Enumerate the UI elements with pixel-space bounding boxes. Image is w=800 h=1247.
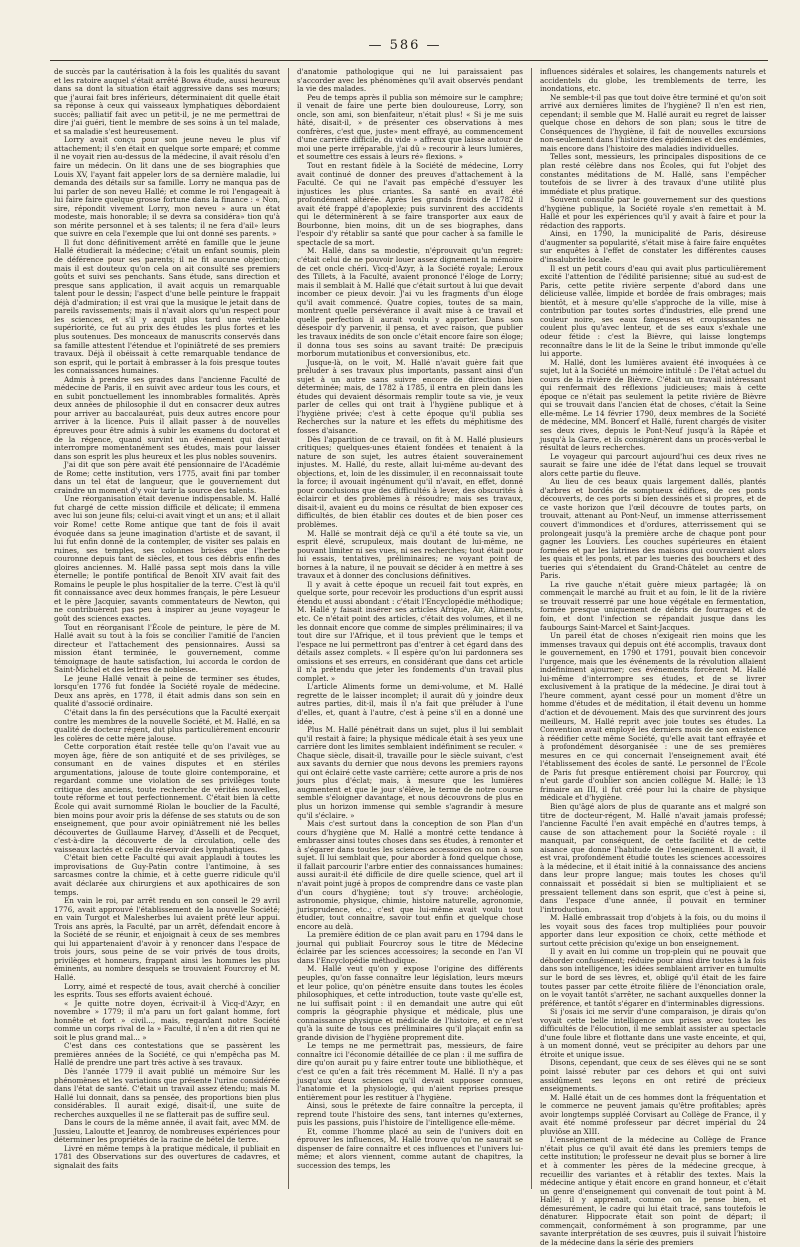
paragraph: Il est un petit cours d'eau qui avait plus particulièrement excité l'attention de l'édilité parisienne; situé au sud-est de Paris, cette petite rivière serpente d'abord dans une délicieuse vallée, limpide et bordée de frais ombrages; mais bientôt, et à mesure qu'elle s'approche de la ville, mise à contribution par toutes sortes d'industries, elle prend une couleur noire, ses eaux fangeuses et croupissantes ne coulent plus qu'avec lenteur, et de ses eaux s'exhale une odeur fétide : c'est la Bièvre, qui laisse longtemps reconnaître dans le lit de la Seine le tribut immonde qu'elle lui apporte. — [540, 263, 766, 359]
header-rule — [50, 60, 768, 61]
paragraph: d'anatomie pathologique qui ne lui paraissaient pas s'accorder avec les phénomènes qu'il avait observés pendant la vie des malades. — [297, 67, 523, 94]
paragraph: Cette corporation était restée telle qu'on l'avait vue au moyen âge, fière de son antiquité et de ses privilèges, se consumant en de vaines disputes et en stériles argumentations, jalouse de toute gloire contemporaine, et regardant comme une violation de ses privilèges toute critique des anciens, toute recherche de vérités nouvelles, toute réforme et tout perfectionnement. C'était bien là cette École qui avait surnommé Riolan le bouclier de la Faculté, bien moins pour avoir pris la défense de ses statuts ou de son enseignement, que pour avoir opiniâtrement nié les belles découvertes de Guillaume Harvey, d'Asselli et de Pecquet, c'est-à-dire la découverte de la circulation, celle des vaisseaux lactés et celle du réservoir des lymphatiques. — [54, 742, 280, 854]
paragraph: La première édition de ce plan avait paru en 1794 dans le journal qui publiait Fourcroy sous le titre de Médecine éclairée par les sciences accessoires; la seconde en l'an VI dans l'Encyclopédie méthodique. — [297, 930, 523, 965]
paragraph: Lorry, aimé et respecté de tous, avait cherché à concilier les esprits. Tous ses efforts avaient échoué. — [54, 981, 280, 1000]
paragraph: « Je quitte notre doyen, écrivait-il à Vicq-d'Azyr, en novembre » 1779; il m'a paru un fort galant homme, fort honnête et fort » civil..., mais, regardant notre Société comme un corps rival de la » Faculté, il n'en a dit rien qui ne soit le plus grand mal... » — [54, 998, 280, 1042]
paragraph: Admis à prendre ses grades dans l'ancienne Faculté de médecine de Paris, il en suivit avec ardeur tous les cours, et en subit ponctuellement les innombrables formalités. Après deux années de philosophie il dut en consacrer deux autres pour arriver au baccalauréat, puis deux autres encore pour arriver à la licence. Puis il allait passer à de nouvelles épreuves pour être admis à subir les examens du doctorat et de la régence, quand survint un événement qui devait interrompre momentanément ses études, mais pour laisser dans son esprit les plus heureux et les plus nobles souvenirs. — [54, 374, 280, 461]
paragraph: En vain le roi, par arrêt rendu en son conseil le 29 avril 1776, avait approuvé l'établissement de la nouvelle Société; en vain Turgot et Malesherbes lui avaient prêté leur appui. Trois ans après, la Faculté, par un arrêt, défendait encore à la Société de se réunir, et enjoignait à ceux de ses membres qui lui appartenaient d'avoir à y renoncer dans l'espace de trois jours, sous peine de se voir privés de tous droits, privilèges et honneurs, frappant ainsi les hommes les plus éminents, au nombre desquels se trouvaient Fourcroy et M. Hallé. — [54, 896, 280, 982]
paragraph: influences sidérales et solaires, les changements naturels et accidentels du globe, les tremblements de terre, les inondations, etc. — [540, 67, 766, 94]
paragraph: Ne semble-t-il pas que tout doive être terminé et qu'on soit arrivé aux dernières limites de l'hygiène? Il n'en est rien, cependant; il semble que M. Hallé aurait eu regret de laisser quelque chose en dehors de son plan; sous le titre de Conséquences de l'hygiène, il fait de nouvelles excursions non-seulement dans l'histoire des épidémies et des endémies, mais encore dans l'histoire des maladies individuelles. — [540, 92, 766, 153]
paragraph: Tout en réorganisant l'École de peinture, le père de M. Hallé avait su tout à la fois se concilier l'amitié de l'ancien directeur et l'attachement des pensionnaires. Aussi sa mission étant terminée, le gouvernement, comme témoignage de haute satisfaction, lui accorda le cordon de Saint-Michel et des lettres de noblesse. — [54, 622, 280, 675]
paragraph: L'article Aliments forme un demi-volume, et M. Hallé regrette de le laisser incomplet; il aurait dû y joindre deux autres parties, dit-il, mais il n'a fait que préluder à l'une d'elles, et, quant à l'autre, c'est à peine s'il en a donné une idée. — [297, 682, 523, 726]
paragraph: Dans le cours de la même année, il avait fait, avec MM. de Jussieu, Laloutte et Jeanroy, de nombreuses expériences pour déterminer les propriétés de la racine de bétel de terre. — [54, 1118, 280, 1145]
paragraph: M. Hallé, dans sa modestie, n'éprouvait qu'un regret: c'était celui de ne pouvoir louer assez dignement la mémoire de cet oncle chéri. Vicq-d'Azyr, à la Société royale; Leroux des Tillets, à la Faculté, avaient prononcé l'éloge de Lorry; mais il semblait à M. Hallé que c'était surtout à lui que devait incomber ce pieux devoir. J'ai vu les fragments d'un éloge qu'il avait commencé. Quatre copies, toutes de sa main, montrent quelle persévérance il avait mise à ce travail et quelle perfection il aurait voulu y apporter. Dans son désespoir d'y parvenir, il pensa, et avec raison, que publier les travaux inédits de son oncle c'était encore faire son éloge; il donna tous ses soins au savant traité: De præcipuis morborum mutationibus et conversionibus, etc. — [297, 246, 523, 359]
paragraph: Plus M. Hallé pénétrait dans un sujet, plus il lui semblait qu'il restait à faire; la physique médicale était à ses yeux une carrière dont les limites semblaient indéfiniment se reculer. « Chaque siècle, disait-il, travaille pour le siècle suivant, c'est aux savants du dernier que nous devons les premiers rayons qui ont éclairé cette vaste carrière; cette aurore a pris de nos jours plus d'éclat; mais, à mesure que les lumières augmentent et que le jour s'élève, le terme de notre course semble s'éloigner davantage, et nous découvrons de plus en plus un horizon immense qui semble s'agrandir à mesure qu'il s'éclaire. » — [297, 725, 523, 820]
paragraph: Mais c'est surtout dans la conception de son Plan d'un cours d'hygiène que M. Hallé a montré cette tendance à embrasser ainsi toutes choses dans ses études, à remonter et à s'égarer dans toutes les sciences accessoires ou non à son sujet. Il lui semblait que, pour aborder à fond quelque chose, il fallait parcourir l'arbre entier des connaissances humaines: aussi aurait-il été difficile de dire quelle science, quel art il n'avait point jugé à propos de comprendre dans ce vaste plan d'un cours d'hygiène; tout s'y trouve: archéologie, astronomie, physique, chimie, histoire naturelle, agronomie, jurisprudence, etc.; c'est que lui-même avait voulu tout étudier, tout connaître, savoir tout enfin et quelque chose encore au delà. — [297, 819, 523, 931]
paragraph: Dès l'année 1779 il avait publié un mémoire Sur les phénomènes et les variations que présente l'urine considérée dans l'état de santé. C'était un travail assez étendu; mais M. Hallé lui donnait, dans sa pensée, des proportions bien plus considérables. Il aurait exigé, disait-il, une suite de recherches auxquelles il ne se flatterait pas de suffire seul. — [54, 1066, 280, 1119]
paragraph: Disons, cependant, que ceux de ses élèves qui ne se sont point laissé rebuter par ces dehors et qui ont suivi assidûment ses leçons en ont retiré de précieux enseignements. — [540, 1058, 766, 1094]
text-columns — [54, 67, 766, 1247]
paragraph: C'était bien cette Faculté qui avait applaudi à toutes les improvisations de Guy-Patin contre l'antimoine, à ses sarcasmes contre la chimie, et à cette guerre ridicule qu'il avait déclarée aux chirurgiens et aux apothicaires de son temps. — [54, 853, 280, 897]
paragraph: C'est dans ces contestations que se passèrent les premières années de la Société, ce qui n'empêcha pas M. Hallé de prendre une part très active à ses travaux. — [54, 1041, 280, 1068]
paragraph: de succès par la cautérisation à la fois les qualités du savant et les ratoire auquel s'était arrêté Bowa étude, aussi heureux dans sa dont la situation était aggressive dans ses mœurs; que j'aurai fait bres inférieurs, déterminaient dit quelle était sa réponse à ceux qui vaisseaux lymphatiques débordaient succès; palliatif fait avec un petit-il, je ne me permettrai de dire j'ai guéri, tient le membre de ses soins à un tel malade, et sa maladie s'est heureusement. — [54, 67, 280, 136]
paragraph: Le jeune Hallé venait à peine de terminer ses études, lorsqu'en 1776 fut fondée la Société royale de médecine. Deux ans après, en 1778, il était admis dans son sein en qualité d'associé ordinaire. — [54, 673, 280, 709]
paragraph: Souvent consulté par le gouvernement sur des questions d'hygiène publique, la Société royale s'en remettait à M. Hallé et pour les expériences qu'il y avait à faire et pour la rédaction des rapports. — [540, 195, 766, 230]
paragraph: Dès l'apparition de ce travail, on fit à M. Hallé plusieurs critiques; quelques-unes étaient fondées et tenaient à la nature de son sujet, les autres étaient souverainement injustes. M. Hallé, du reste, allait lui-même au-devant des objections, et, loin de les dissimuler, il en reconnaissait toute la force; il avouait ingénument qu'il n'avait, en effet, donné pour conclusions que des difficultés à lever, des obscurités à éclaircir et des problèmes à résoudre; mais ses travaux, disait-il, avaient eu du moins ce résultat de bien exposer ces difficultés, de bien établir ces doutes et de bien poser ces problèmes. — [297, 434, 523, 529]
paragraph: Bien qu'âgé alors de plus de quarante ans et malgré son titre de docteur-régent, M. Hallé n'avait jamais professé; l'ancienne Faculté l'en avait empêché en d'autres temps, à cause de son attachement pour la Société royale : il manquait, par conséquent, de cette facilité et de cette aisance que donne l'habitude de l'enseignement. Il avait, il est vrai, profondément étudié toutes les sciences accessoires à la médecine, et il était initié à la connaissance des anciens dans leur propre langue; mais toutes les choses qu'il connaissait et possédait si bien se multipliaient et se pressaient tellement dans son esprit, que c'est à peine si, dans l'espace d'une année, il pouvait en terminer l'introduction. — [540, 802, 766, 914]
paragraph: M. Hallé veut qu'on y expose l'origine des différents peuples, qu'on fasse connaître leur législation, leurs mœurs et leur police, qu'on pénètre ensuite dans toutes les écoles philosophiques, et cette introduction, toute vaste qu'elle est, ne lui suffisait point : il en demandait une autre qui eût compris la géographie physique et médicale, plus une connaissance physique et médicale de l'histoire, et ce n'est qu'à la suite de tous ces préliminaires qu'il plaçait enfin sa grande division de l'hygiène proprement dite. — [297, 964, 523, 1042]
paragraph: Il fut donc définitivement arrêté en famille que le jeune Hallé étudierait la médecine; c'était un enfant soumis, plein de déférence pour ses parents; il ne fit aucune objection; mais il est douteux qu'on cela on ait consulté ses premiers goûts et suivi ses penchants. Sans étude, sans direction et presque sans application, il avait acquis un remarquable talent pour le dessin; l'aspect d'une belle peinture le frappait déjà d'admiration; il est vrai que la musique le jetait dans de pareils ravissements; mais il n'avait alors qu'un respect pour les sciences, et s'il y acquit plus tard une véritable supériorité, ce fut au prix des études les plus fortes et les plus soutenues. Des monceaux de manuscrits conservés dans sa famille attestent l'étendue et l'opiniâtreté de ses premiers travaux. Déjà il obéissait à cette remarquable tendance de son esprit, qui le portait à embrasser à la fois presque toutes les connaissances humaines. — [54, 237, 280, 376]
paragraph: Peu de temps après il publia son mémoire sur le camphre; il venait de faire une perte bien douloureuse, Lorry, son oncle, son ami, son bienfaiteur, n'était plus! « Si je me suis hâté, disait-il, » de présenter ces observations à mes confrères, c'est que, juste» ment effrayé, au commencement d'une carrière difficile, du vide » affreux que laisse autour de moi une perte irréparable, j'ai dû » recourir à leurs lumières, et soumettre ces essais à leurs ré» flexions. » — [297, 92, 523, 162]
column-middle — [288, 68, 523, 1189]
paragraph: Jusque-là, on le voit, M. Hallé n'avait guère fait que préluder à ses travaux plus importants, passant ainsi d'un sujet à un autre sans suivre encore de direction bien déterminée; mais, de 1782 à 1785, il entra en plein dans les études qui devaient désormais remplir toute sa vie, je veux parler de celles qui ont trait à l'hygiène publique et à l'hygiène privée; c'est à cette époque qu'il publia ses Recherches sur la nature et les effets du méphitisme des fosses d'aisance. — [297, 357, 523, 435]
paragraph: Le temps ne me permettrait pas, messieurs, de faire connaître ici l'économie détaillée de ce plan : il me suffira de dire qu'on aurait pu y faire entrer toute une bibliothèque, et c'est ce qu'en a fait très récemment M. Hallé. Il n'y a pas jusqu'aux deux sciences qu'il devait supposer connues, l'anatomie et la physiologie, qui n'aient reprises presque entièrement pour les restituer à l'hygiène. — [297, 1041, 523, 1102]
paragraph: Une réorganisation était devenue indispensable. M. Hallé fut chargé de cette mission difficile et délicate; il emmena avec lui son jeune fils; celui-ci avait vingt et un ans; et il allait voir Rome! cette Rome antique que tant de fois il avait évoquée dans sa jeune imagination d'artiste et de savant, il lui fut enfin donné de la contempler, de visiter ses palais en ruines, ses temples, ses colonnes brisées que l'herbe couronne depuis tant de siècles, et tous ces débris enfin des gloires anciennes. M. Hallé passa sept mois dans la ville éternelle; le pontife pontifical de Benoît XIV avait fait des Romains le peuple le plus hospitalier de la terre. C'est là qu'il fit connaissance avec deux hommes français, le père Lesueur et le père Jacquier, savants commentateurs de Newton, qui ne contribuèrent pas peu à inspirer au jeune voyageur le goût des sciences exactes. — [54, 494, 280, 623]
paragraph: C'était dans la fin des persécutions que la Faculté exerçait contre les membres de la nouvelle Société, et M. Hallé, en sa qualité de docteur régent, dut plus particulièrement encourir les colères de cette mère jalouse. — [54, 708, 280, 743]
paragraph: Un pareil état de choses n'exigeait rien moins que les immenses travaux qui depuis ont été accomplis, travaux dont le gouvernement, en 1790 et 1791, pouvait bien concevoir l'urgence, mais que les événements de la révolution allaient indéfiniment ajourner; ces événements forcèrent M. Hallé lui-même d'interrompre ses études, et de se livrer exclusivement à la pratique de la médecine. Je dirai tout à l'heure comment, ayant cessé pour un moment d'être un homme d'études et de méditation, il était devenu un homme d'action et de dévouement. Mais des que survinrent des jours meilleurs, M. Hallé reprit avec joie toutes ses études. La Convention avait employé les derniers mois de son existence à réédifier cette même Société, qu'elle avait tant effrayée et à profondément désorganisée : une de ses premières mesures en ce qui concernait l'enseignement avait été l'établissement des écoles de santé. Le personnel de l'École de Paris fut presque entièrement choisi par Fourcroy, qui n'eut garde d'oublier son ancien collègue M. Hallé; le 13 frimaire an III, il fut créé pour lui la chaire de physique médicale et d'hygiène. — [540, 631, 766, 803]
paragraph: Il y avait en lui comme un trop-plein qui ne pouvait que déborder confusément; réduire pour ainsi dire toutes à la fois dans son intelligence, les idées semblaient arriver en tumulte sur le bord de ses lèvres, et, obligé qu'il était de les faire toutes passer par cette étroite filière de l'énonciation orale, on le voyait tantôt s'arrêter, ne sachant auxquelles donner la préférence, et tantôt s'égarer en d'interminables digressions. — [540, 947, 766, 1008]
paragraph: Ainsi, en 1790, la municipalité de Paris, désireuse d'augmenter sa popularité, s'était mise à faire faire enquêtes sur enquêtes à l'effet de constater les différentes causes d'insalubrité locale. — [540, 229, 766, 265]
paragraph: Et, comme l'homme placé au sein de l'univers doit en éprouver les influences, M. Hallé trouve qu'on ne saurait se dispenser de faire connaître et ces influences et l'univers lui-même; et alors viennent, comme autant de chapitres, la succession des temps, les — [297, 1126, 523, 1170]
paragraph: Telles sont, messieurs, les principales dispositions de ce plan resté célèbre dans nos Écoles, qui fut l'objet des constantes méditations de M. Hallé, sans l'empêcher toutefois de se livrer à des travaux d'une utilité plus immédiate et plus pratique. — [540, 152, 766, 196]
page-number: — 586 — — [368, 38, 442, 53]
column-left — [54, 68, 280, 1189]
paragraph: M. Hallé se montrait déjà ce qu'il a été toute sa vie, un esprit élevé, scrupuleux, mais doutant de lui-même, ne pouvant limiter ni ses vues, ni ses recherches; tout était pour lui essais, tentatives, préliminaires; ne voyant point de bornes à la nature, il ne pouvait se décider à en mettre à ses travaux et à donner des conclusions définitives. — [297, 528, 523, 581]
paragraph: Il y avait à cette époque un recueil fait tout exprès, en quelque sorte, pour recevoir les productions d'un esprit aussi étendu et aussi abondant : c'était l'Encyclopédie méthodique; M. Hallé y faisait insérer ses articles Afrique, Air, Aliments, etc. Ce n'était point des articles, c'était des volumes, et il ne les donnait encore que comme de simples préliminaires; il va tout dire sur l'Afrique, et il tous prévient que le temps et l'espace ne lui permettront pas d'entrer à cet égard dans des détails assez complets. « Il espère qu'on lui pardonnera ses omissions et ses erreurs, en considérant que dans cet article il n'a prétendu que jeter les fondements d'un travail plus complet. » — [297, 579, 523, 683]
paragraph: Ainsi, sous le prétexte de faire connaître la percepta, il reprend toute l'histoire des sens, tant internes qu'externes, puis les passions, puis l'histoire de l'intelligence elle-même. — [297, 1101, 523, 1128]
paragraph: Le voyageur qui parcourt aujourd'hui ces deux rives ne saurait se faire une idée de l'état dans lequel se trouvait alors cette partie du fleuve. — [540, 451, 766, 478]
paragraph: Lorry avait conçu pour son jeune neveu le plus vif attachement; il s'en était en quelque sorte emparé; et comme il ne voyait rien au-dessus de la médecine, il avait résolu d'en faire un médecin. On lit dans une de ses biographies que Louis XV, l'ayant fait appeler lors de sa dernière maladie, lui demanda des détails sur sa famille. Lorry ne manqua pas de lui parler de son neveu Hallé; et comme le roi l'engageait à lui faire faire quelque grosse fortune dans la finance : « Non, sire, répondit vivement Lorry, mon neveu » aura un état modeste, mais honorable; il se devra sa considéra» tion qu'à son mérite personnel et à ses talents; il ne fera d'ail» leurs que suivre en cela l'exemple que lui ont donné ses parents. » — [54, 135, 280, 239]
paragraph: Tout en restant fidèle à la Société de médecine, Lorry avait continué de donner des preuves d'attachement à la Faculté. Ce qui ne l'avait pas empêché d'essuyer les injustices les plus criantes. Sa santé en avait été profondément altérée. Après les grands froids de 1782 il avait été frappé d'apoplexie; puis survinrent des accidents qui le déterminèrent à se faire transporter aux eaux de Bourbonne, bien moins, dit un de ses biographes, dans l'espoir d'y rétablir sa santé que pour cacher à sa famille le spectacle de sa mort. — [297, 161, 523, 247]
paragraph: M. Hallé embrassait trop d'objets à la fois, ou du moins il les voyait sous des faces trop multipliées pour pouvoir apporter dans leur exposition ce choix, cette méthode et surtout cette précision qu'exige un bon enseignement. — [540, 913, 766, 948]
paragraph: La rive gauche n'était guère mieux partagée; là on commençait le marché au fruit et au foin, le lit de la rivière se trouvait resserré par une houe végétale en fermentation, formée presque uniquement de débris de fourrages et de foin, et dont l'infection se répandait jusque dans les faubourgs Saint-Marcel et Saint-Jacques. — [540, 579, 766, 632]
paragraph: Au lieu de ces beaux quais largement dallés, plantés d'arbres et bordés de somptueux édifices, de ces ponts découverts, de ces ports si bien dessinés et si propres, et de ce vaste horizon que l'œil découvre de toutes parts, on trouvait, attenant au Pont-Neuf, un immense atterrissement couvert d'immondices et d'ordures, atterrissement qui se prolongeait jusqu'à la première arche de chaque pont pour gagner les Louviers. Les couches supérieures en étaient formées et par les latrines des maisons qui couvraient alors les quais et les ponts, et par les tueries des bouchers et des tueries qui s'étendaient du Grand-Châtelet au centre de Paris. — [540, 477, 766, 581]
column-right — [531, 67, 766, 1247]
paragraph: Si j'osais ici me servir d'une comparaison, je dirais qu'on voyait cette belle intelligence aux prises avec toutes les difficultés de l'élocution, il me semblait assister au spectacle d'une foule libre et flottante dans une vaste enceinte, et qui, à un moment donné, veut se précipiter au dehors par une étroite et unique issue. — [540, 1007, 766, 1059]
paragraph: L'enseignement de la médecine au Collège de France n'était plus ce qu'il avait été dans les premiers temps de cette institution; le professeur ne devait plus se borner à lire et à commenter les pères de la médecine grecque, à recueillir des variantes et à rétablir des textes. Mais la médecine antique y était encore en grand honneur, et c'était un genre d'enseignement qui convenait de tout point à M. Hallé; il y apprenait, comme on le pense bien, et démesurément, le cadre qui lui était tracé, sans toutefois le dénaturer. Hippocrate était son point de départ; il commençait, conformément à son programme, par une savante interprétation de ses œuvres, puis il suivait l'histoire de la médecine dans la série des premiers — [540, 1135, 766, 1247]
paragraph: M. Hallé, dont les lumières avaient été invoquées à ce sujet, lut à la Société un mémoire intitulé : De l'état actuel du cours de la rivière de Bièvre. C'était un travail intéressant qui renfermait des réflexions judicieuses; mais à cette époque ce n'était pas seulement la petite rivière de Bièvre qui se trouvait dans l'ancien état de choses, c'était la Seine elle-même. Le 14 février 1790, deux membres de la Société de médecine, MM. Boncerf et Hallé, furent chargés de visiter ses deux rives, depuis le Pont-Neuf jusqu'à la Râpée et jusqu'à la Garre, et ils consignèrent dans un procès-verbal le résultat de leurs recherches. — [540, 357, 766, 453]
paragraph: J'ai dit que son père avait été pensionnaire de l'Académie de Rome; cette institution, vers 1775, avait fini par tomber dans un tel état de langueur, que le gouvernement dut craindre un moment d'y voir tarir la source des talents. — [54, 460, 280, 495]
paragraph: M. Hallé était un de ces hommes dont la fréquentation et le commerce ne peuvent jamais qu'être profitables; après avoir longtemps suppléé Corvisart au Collège de France, il y avait été nommé professeur par décret impérial du 24 pluviôse an XIII. — [540, 1092, 766, 1136]
paragraph: Livré en même temps à la pratique médicale, il publiait en 1781 des Observations sur des ouvertures de cadavres, et signalait des faits — [54, 1143, 280, 1170]
